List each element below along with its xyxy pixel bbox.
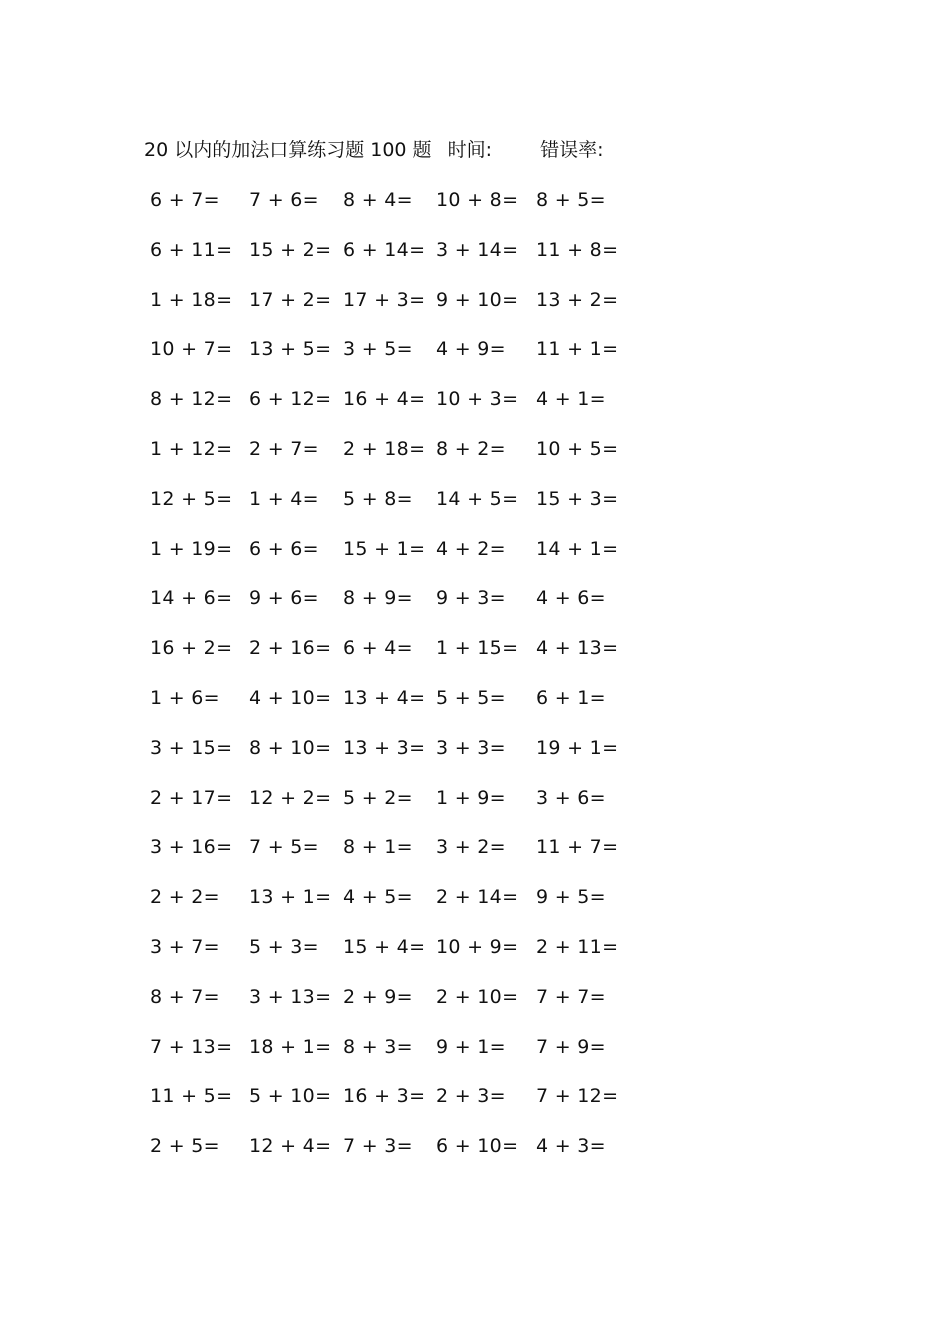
addition-problem: 7 + 13=	[150, 1035, 233, 1058]
addition-problem: 8 + 3=	[343, 1035, 413, 1058]
addition-problem: 14 + 6=	[150, 587, 233, 610]
addition-problem: 12 + 4=	[249, 1135, 332, 1158]
addition-problem: 6 + 11=	[150, 238, 233, 261]
addition-problem: 2 + 3=	[436, 1085, 506, 1108]
addition-problem: 6 + 10=	[436, 1135, 519, 1158]
addition-problem: 19 + 1=	[536, 736, 619, 759]
addition-problem: 5 + 5=	[436, 687, 506, 709]
addition-problem: 13 + 3=	[343, 736, 426, 759]
addition-problem: 13 + 4=	[343, 687, 426, 709]
addition-problem: 17 + 3=	[343, 288, 426, 311]
addition-problem: 14 + 1=	[536, 537, 619, 560]
addition-problem: 5 + 2=	[343, 786, 413, 809]
addition-problem: 10 + 5=	[536, 438, 619, 460]
addition-problem: 8 + 12=	[150, 388, 233, 411]
addition-problem: 18 + 1=	[249, 1035, 332, 1058]
error-rate-label: 错误率:	[540, 139, 604, 161]
addition-problem: 10 + 9=	[436, 936, 519, 958]
addition-problem: 15 + 2=	[249, 238, 332, 261]
addition-problem: 13 + 5=	[249, 338, 332, 361]
addition-problem: 5 + 10=	[249, 1085, 332, 1108]
addition-problem: 9 + 6=	[249, 587, 319, 610]
addition-problem: 6 + 6=	[249, 537, 319, 560]
addition-problem: 2 + 7=	[249, 438, 319, 460]
addition-problem: 8 + 2=	[436, 438, 506, 460]
addition-problem: 4 + 3=	[536, 1135, 606, 1158]
addition-problem: 10 + 3=	[436, 388, 519, 411]
addition-problem: 2 + 14=	[436, 886, 519, 909]
addition-problem: 7 + 12=	[536, 1085, 619, 1108]
addition-problem: 11 + 7=	[536, 836, 619, 859]
addition-problem: 3 + 6=	[536, 786, 606, 809]
addition-problem: 11 + 8=	[536, 238, 619, 261]
addition-problem: 1 + 12=	[150, 438, 233, 460]
addition-problem: 2 + 9=	[343, 985, 413, 1008]
addition-problem: 1 + 6=	[150, 687, 220, 709]
addition-problem: 3 + 14=	[436, 238, 519, 261]
addition-problem: 1 + 19=	[150, 537, 233, 560]
addition-problem: 16 + 4=	[343, 388, 426, 411]
addition-problem: 17 + 2=	[249, 288, 332, 311]
addition-problem: 15 + 1=	[343, 537, 426, 560]
addition-problem: 13 + 2=	[536, 288, 619, 311]
addition-problem: 2 + 11=	[536, 936, 619, 958]
addition-problem: 10 + 7=	[150, 338, 233, 361]
addition-problem: 4 + 13=	[536, 637, 619, 660]
addition-problem: 4 + 9=	[436, 338, 506, 361]
addition-problem: 13 + 1=	[249, 886, 332, 909]
addition-problem: 12 + 5=	[150, 487, 233, 510]
addition-problem: 3 + 3=	[436, 736, 506, 759]
addition-problem: 8 + 10=	[249, 736, 332, 759]
addition-problem: 3 + 15=	[150, 736, 233, 759]
addition-problem: 9 + 1=	[436, 1035, 506, 1058]
addition-problem: 2 + 2=	[150, 886, 220, 909]
addition-problem: 10 + 8=	[436, 189, 519, 211]
addition-problem: 1 + 15=	[436, 637, 519, 660]
addition-problem: 3 + 5=	[343, 338, 413, 361]
addition-problem: 2 + 5=	[150, 1135, 220, 1158]
addition-problem: 15 + 4=	[343, 936, 426, 958]
addition-problem: 6 + 14=	[343, 238, 426, 261]
addition-problem: 3 + 7=	[150, 936, 220, 958]
addition-problem: 4 + 5=	[343, 886, 413, 909]
addition-problem: 4 + 6=	[536, 587, 606, 610]
addition-problem: 7 + 6=	[249, 189, 319, 211]
addition-problem: 11 + 1=	[536, 338, 619, 361]
addition-problem: 9 + 10=	[436, 288, 519, 311]
addition-problem: 2 + 16=	[249, 637, 332, 660]
addition-problem: 6 + 7=	[150, 189, 220, 211]
addition-problem: 8 + 4=	[343, 189, 413, 211]
addition-problem: 5 + 3=	[249, 936, 319, 958]
addition-problem: 11 + 5=	[150, 1085, 233, 1108]
addition-problem: 14 + 5=	[436, 487, 519, 510]
addition-problem: 7 + 9=	[536, 1035, 606, 1058]
addition-problem: 16 + 2=	[150, 637, 233, 660]
addition-problem: 8 + 5=	[536, 189, 606, 211]
addition-problem: 2 + 10=	[436, 985, 519, 1008]
addition-problem: 4 + 2=	[436, 537, 506, 560]
addition-problem: 1 + 18=	[150, 288, 233, 311]
addition-problem: 8 + 9=	[343, 587, 413, 610]
addition-problem: 6 + 4=	[343, 637, 413, 660]
addition-problem: 9 + 5=	[536, 886, 606, 909]
addition-problem: 7 + 5=	[249, 836, 319, 859]
addition-problem: 7 + 3=	[343, 1135, 413, 1158]
addition-problem: 12 + 2=	[249, 786, 332, 809]
addition-problem: 4 + 1=	[536, 388, 606, 411]
addition-problem: 3 + 16=	[150, 836, 233, 859]
addition-problem: 5 + 8=	[343, 487, 413, 510]
addition-problem: 15 + 3=	[536, 487, 619, 510]
addition-problem: 4 + 10=	[249, 687, 332, 709]
addition-problem: 2 + 18=	[343, 438, 426, 460]
addition-problem: 6 + 12=	[249, 388, 332, 411]
addition-problem: 7 + 7=	[536, 985, 606, 1008]
addition-problem: 1 + 9=	[436, 786, 506, 809]
addition-problem: 1 + 4=	[249, 487, 319, 510]
addition-problem: 9 + 3=	[436, 587, 506, 610]
addition-problem: 6 + 1=	[536, 687, 606, 709]
addition-problem: 8 + 7=	[150, 985, 220, 1008]
addition-problem: 3 + 13=	[249, 985, 332, 1008]
addition-problem: 3 + 2=	[436, 836, 506, 859]
addition-problem: 16 + 3=	[343, 1085, 426, 1108]
time-label: 时间:	[447, 139, 493, 161]
addition-problem: 2 + 17=	[150, 786, 233, 809]
addition-problem: 8 + 1=	[343, 836, 413, 859]
worksheet-title: 20 以内的加法口算练习题 100 题	[144, 139, 432, 161]
